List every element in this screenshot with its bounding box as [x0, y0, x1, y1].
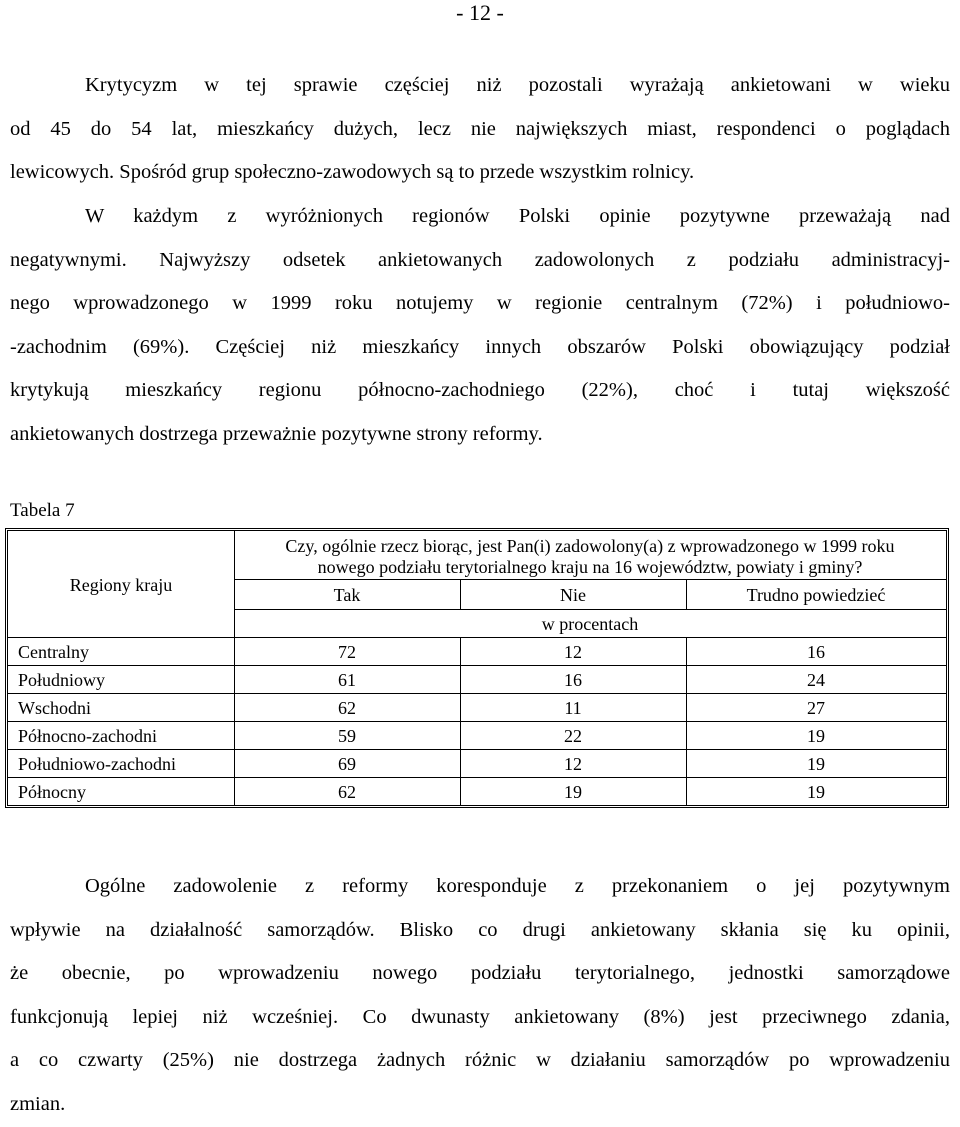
row-region: Centralny	[18, 642, 89, 662]
row-region: Północno-zachodni	[18, 726, 157, 746]
row-region: Północny	[18, 782, 87, 802]
cell-tak: 61	[338, 670, 356, 690]
page-number: - 12 -	[456, 0, 504, 25]
paragraph-line: wpływie na działalność samorządów. Blisko co drugi ankietowany skłania się ku opinii,	[10, 918, 950, 941]
unit-label: w procentach	[541, 614, 639, 634]
paragraph-line: Krytycyzm w tej sprawie częściej niż pozostali wyrażają ankietowani w wieku	[85, 74, 950, 96]
cell-tak: 72	[338, 642, 356, 662]
paragraph-line: funkcjonują lepiej niż wcześniej. Co dwunasty ankietowany (8%) jest przeciwnego zdania,	[10, 1005, 950, 1028]
cell-trudno: 19	[807, 782, 825, 802]
cell-tak: 59	[338, 726, 356, 746]
cell-trudno: 24	[807, 670, 825, 690]
row-header: Regiony kraju	[69, 575, 173, 595]
paragraph-line: negatywnymi. Najwyższy odsetek ankietowanych zadowolonych z podziału administracyj-	[10, 248, 950, 271]
paragraph-1	[10, 64, 950, 195]
cell-tak: 69	[338, 754, 356, 774]
cell-trudno: 19	[807, 754, 825, 774]
paragraph-line: lewicowych. Spośród grup społeczno-zawodowych są to przede wszystkim rolnicy.	[10, 161, 695, 184]
paragraph-line: krytykują mieszkańcy regionu północno-zachodniego (22%), choć i tutaj większość	[10, 379, 950, 402]
survey-table	[5, 528, 949, 808]
table-rule	[8, 637, 946, 638]
cell-nie: 12	[564, 754, 582, 774]
table-rule	[8, 693, 946, 694]
cell-nie: 11	[564, 698, 582, 718]
cell-nie: 22	[564, 726, 582, 746]
question-line-2: nowego podziału terytorialnego kraju na 16 województw, powiaty i gminy?	[317, 557, 863, 577]
paragraph-line: Ogólne zadowolenie z reformy koresponduje z przekonaniem o jej pozytywnym	[85, 875, 950, 897]
table-caption: Tabela 7	[10, 500, 75, 521]
paragraph-line: że obecnie, po wprowadzeniu nowego podziału terytorialnego, jednostki samorządowe	[10, 962, 950, 985]
table-rule	[234, 609, 946, 610]
table-rule	[8, 749, 946, 750]
cell-trudno: 16	[807, 642, 825, 662]
cell-nie: 16	[564, 670, 582, 690]
paragraph-line: -zachodnim (69%). Częściej niż mieszkańcy innych obszarów Polski obowiązujący podział	[10, 335, 950, 358]
column-header-tak: Tak	[333, 585, 361, 605]
cell-nie: 19	[564, 782, 582, 802]
table-rule	[8, 777, 946, 778]
paragraph-line: nego wprowadzonego w 1999 roku notujemy w regionie centralnym (72%) i południowo-	[10, 292, 950, 315]
cell-tak: 62	[338, 782, 356, 802]
paragraph-line: zmian.	[10, 1092, 66, 1115]
cell-trudno: 19	[807, 726, 825, 746]
cell-trudno: 27	[807, 698, 825, 718]
cell-nie: 12	[564, 642, 582, 662]
question-line-1: Czy, ogólnie rzecz biorąc, jest Pan(i) zadowolony(a) z wprowadzonego w 1999 roku	[285, 536, 895, 556]
paragraph-line: ankietowanych dostrzega przeważnie pozytywne strony reformy.	[10, 422, 543, 445]
paragraph-line: od 45 do 54 lat, mieszkańcy dużych, lecz nie największych miast, respondenci o poglądach	[10, 117, 950, 140]
table-rule	[234, 579, 946, 580]
paragraph-line: W każdym z wyróżnionych regionów Polski opinie pozytywne przeważają nad	[85, 205, 950, 227]
row-region: Południowo-zachodni	[18, 754, 176, 774]
paragraph-2	[10, 195, 950, 457]
column-header-trudno: Trudno powiedzieć	[746, 585, 886, 605]
paragraph-line: a co czwarty (25%) nie dostrzega żadnych różnic w działaniu samorządów po wprowadzeniu	[10, 1049, 950, 1072]
table-rule	[8, 721, 946, 722]
row-region: Wschodni	[18, 698, 91, 718]
table-rule	[8, 665, 946, 666]
column-header-nie: Nie	[560, 585, 586, 605]
cell-tak: 62	[338, 698, 356, 718]
paragraph-3	[10, 865, 950, 1127]
row-region: Południowy	[18, 670, 106, 690]
